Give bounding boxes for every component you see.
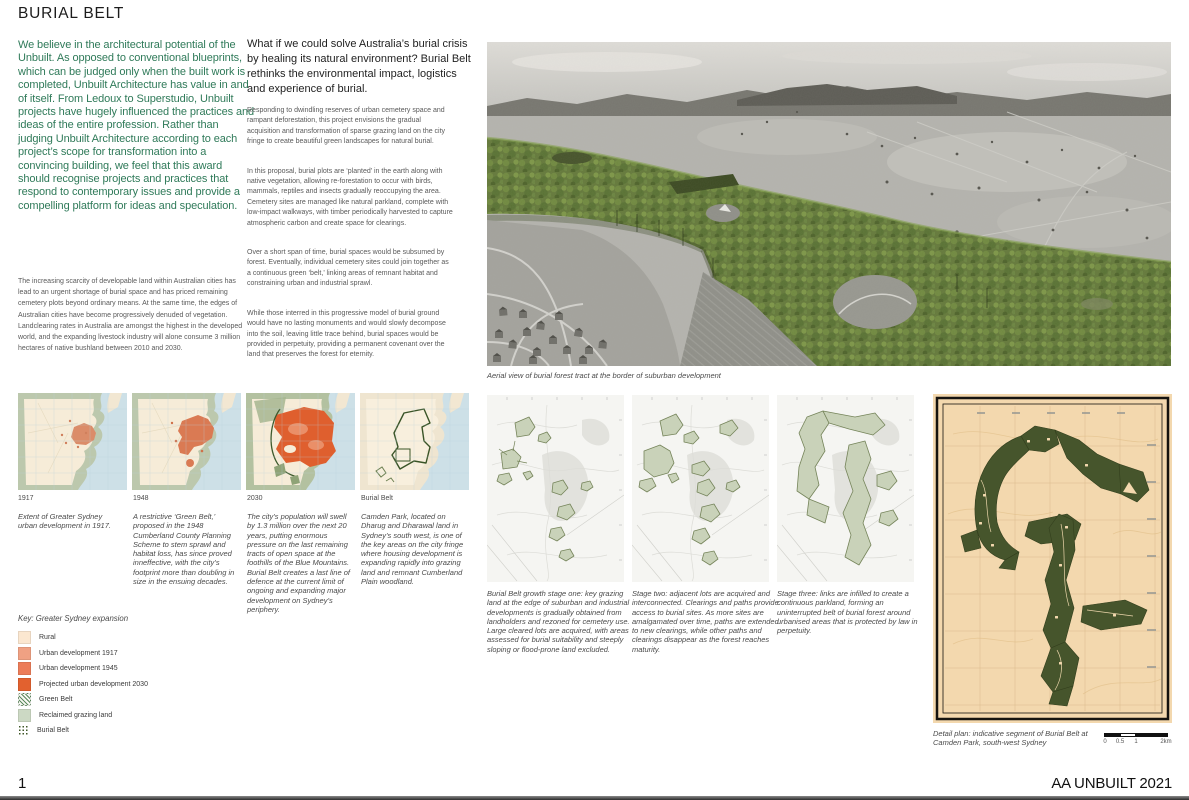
map-year-label: 1917 [18,495,34,502]
legend-swatch-urban-1917 [18,647,31,660]
legend-label: Urban development 1945 [39,665,118,673]
stage-two-map-image [632,395,769,582]
map-year-label: Burial Belt [361,495,393,502]
detail-plan-image [933,394,1172,723]
legend-swatch-green-belt [18,693,31,706]
map-1948-image [132,393,241,490]
legend-item [18,646,238,662]
legend-swatch-urban-1945 [18,662,31,675]
scale-label: 2km [1160,739,1172,745]
scale-label: 1 [1134,739,1138,745]
map-1917-image [18,393,127,490]
legend-label: Reclaimed grazing land [39,711,113,719]
legend-item [18,630,238,646]
legend-label: Burial Belt [37,727,69,735]
body-paragraph: Responding to dwindling reserves of urban cemetery space and rampant deforestation, this project envisions the gradual acquisition and transformation of sparse grazing land on the city fringe to create beautiful green landscapes for natural burial. [247,107,446,146]
stage-caption: Burial Belt growth stage one: key grazing land at the edge of suburban and industrial developments is gradually obtained from landholders and rezoned for cemetery use. Large cleared lots are acquired, with areas assessed for burial suitability and steeply sloping or flood-prone land excluded. [487,589,630,654]
body-paragraph: While those interred in this progressive model of burial ground would have no lasting monuments and would slowly decompose into the soil, leaving little trace behind, burial spaces would be provided in perpetuity, providing a permanent covenant over the land that preserves the forest for eternity. [247,309,446,359]
map-caption: A restrictive ‘Green Belt,’ proposed in the 1948 Cumberland County Planning Scheme to stem sprawl and habitat loss, has since proved inneffective, with the city’s footprint more than doubling in size in the ensuing decades. [133,512,235,587]
scale-bar [1104,733,1170,747]
page-title: BURIAL BELT [18,5,125,22]
body-paragraph: Over a short span of time, burial spaces would be subsumed by forest. Eventually, individual cemetery sites could join together as a continuous green ‘belt,’ linking areas of remnant habitat and constraining urban and industrial sprawl. [247,249,449,288]
scale-segment [1136,733,1168,737]
legend-swatch-rural [18,631,31,644]
context-paragraph: The increasing scarcity of developable land within Australian cities has lead to an urgent shortage of burial space and has priced remaining cemetery plots beyond ordinary means. At the same time, the edges of Australian cities have become progressively denuded of vegetation. Landclearing rates in Australia are amongst the highest in the developed world, and the expanding livestock industry will alone consume 3 million hectares of native bushland between 2010 and 2030. [18,278,243,353]
map-caption: Extent of Greater Sydney urban development in 1917. [18,512,111,531]
scale-label: 0.5 [1115,739,1125,745]
statement-text: We believe in the architectural potential of the Unbuilt. As opposed to conventional blueprints, which can be judged only when the built work is completed, Unbuilt Architecture has value in and of itself. From Ledoux to Superstudio, Unbuilt projects have hugely influenced the practices and ideas of the entire profession. Rather than judging Unbuilt Architecture according to each project’s scope for transformation into a convincing building, we feel that this award should recognise projects and practices that respond to contemporary issues and provide a compelling platform for ideas and speculation. [18,39,255,212]
map-caption: Camden Park, located on Dharug and Dharawal land in Sydney’s south west, is one of the key areas on the city fringe where housing development is expanding rapidly into grazing land and remnant Cumberland Plain woodland. [361,512,464,587]
map-2030-image [246,393,355,490]
timeline-maps-row [18,393,469,490]
legend-swatch-grazing [18,709,31,722]
legend-item [18,661,238,677]
legend-label: Urban development 1917 [39,649,118,657]
page-bottom-edge [0,796,1189,800]
scale-label: 0 [1103,739,1107,745]
stage-maps-row [487,395,914,582]
legend-label: Rural [39,634,56,642]
stage-three-map-image [777,395,914,582]
scale-segment [1120,733,1136,737]
map-year-label: 1948 [133,495,149,502]
legend-item [18,708,238,724]
legend-item [18,677,238,693]
intro-text: What if we could solve Australia’s burial crisis by healing its natural environment? Burial Belt rethinks the environmental impact, logistics and experience of burial. [247,38,471,95]
legend-swatch-burial-belt [18,725,29,736]
footer-page-number: 1 [18,775,27,792]
map-burial-belt-image [360,393,469,490]
stage-caption: Stage three: links are infilled to create a continuous parkland, forming an uninterrupted belt of burial forest around urbanised areas that is protected by law in perpetuity. [777,589,918,636]
stage-one-map-image [487,395,624,582]
legend-swatch-urban-2030 [18,678,31,691]
aerial-caption: Aerial view of burial forest tract at the border of suburban development [487,371,721,380]
legend [18,614,238,739]
legend-label: Green Belt [39,696,73,704]
legend-label: Projected urban development 2030 [39,680,148,688]
map-caption: The city’s population will swell by 1.3 million over the next 20 years, putting enormous pressure on the last remaining tracts of open space at the foothills of the Blue Mountains. Burial Belt creates a last line of defence at the current limit of ongoing and expanding major development on Sydney’s periphery. [247,512,350,614]
legend-item [18,692,238,708]
detail-plan-caption: Detail plan: indicative segment of Burial Belt at Camden Park, south-west Sydney [933,729,1088,748]
body-paragraph: In this proposal, burial plots are ‘planted’ in the earth along with native vegetation, allowing re-forestation to occur with birds, mammals, reptiles and insects gradually reoccupying the area. Cemetery sites are managed like natural parkland, complete with low-impact walkways, with timber periodically harvested to capture atmospheric carbon and create space for clearings. [247,167,453,227]
scale-segment [1104,733,1120,737]
body-paragraphs [247,106,453,380]
map-year-label: 2030 [247,495,263,502]
stage-caption: Stage two: adjacent lots are acquired and interconnected. Clearings and paths provide access to burial sites. As more sites are amalgamated over time, paths are extended to new clearings, while other paths and clearings disappear as the forest reaches maturity. [632,589,779,654]
legend-item [18,723,238,739]
aerial-photo-image [487,42,1171,366]
footer-brand: AA UNBUILT 2021 [1051,775,1172,792]
legend-title: Key: Greater Sydney expansion [18,614,129,623]
